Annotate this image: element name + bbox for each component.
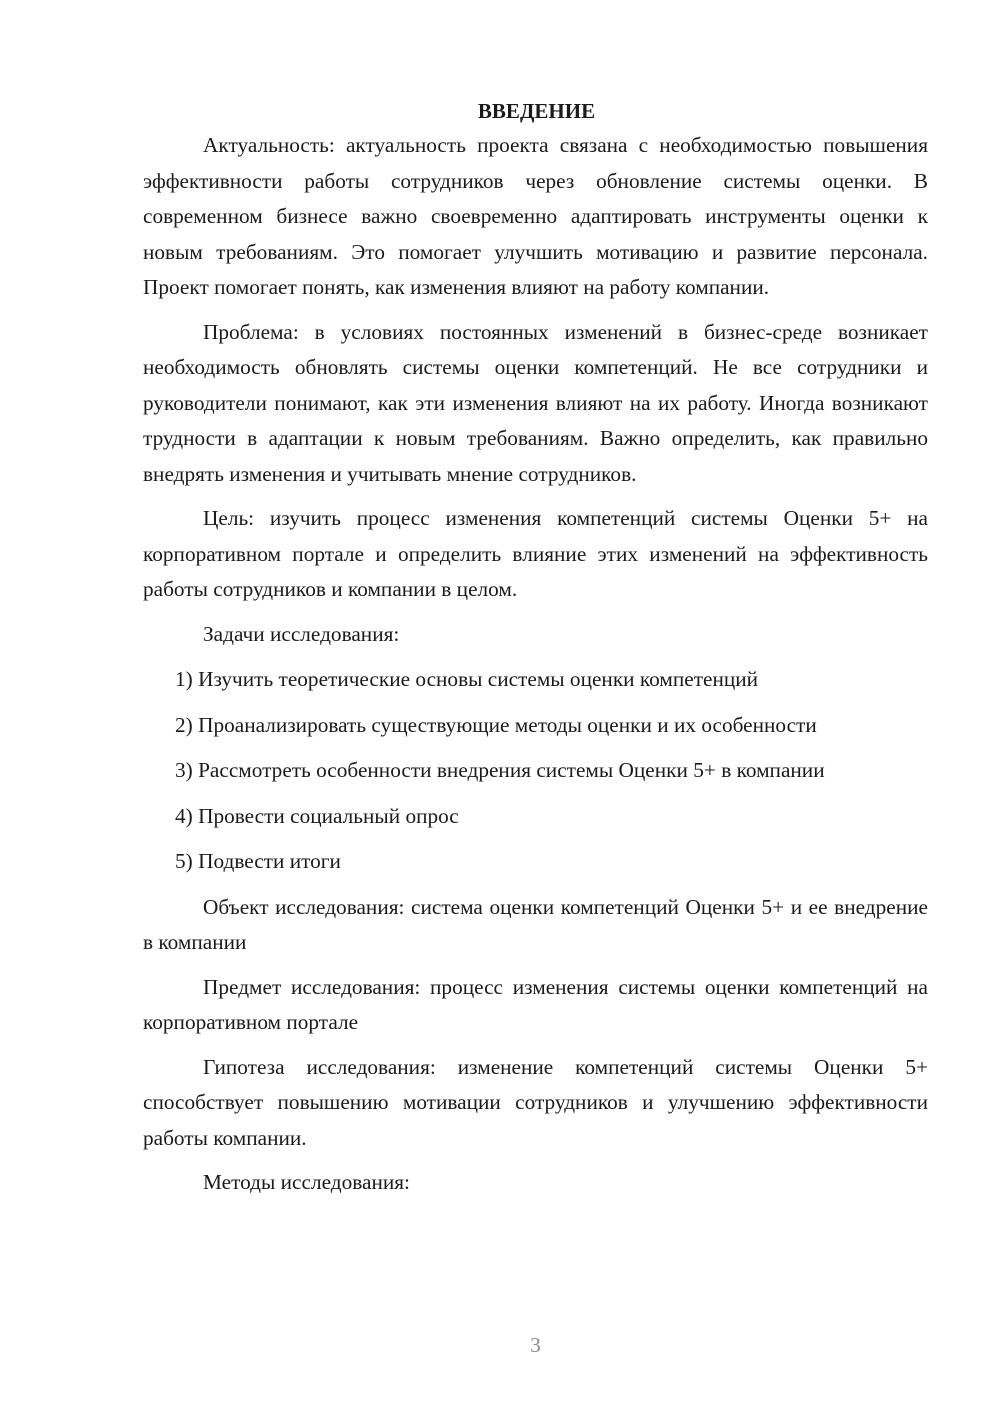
list-item: 5) Подвести итоги — [175, 849, 341, 873]
methods-label: Методы исследования: — [203, 1170, 410, 1194]
list-item: 3) Рассмотреть особенности внедрения системы Оценки 5+ в компании — [175, 758, 825, 782]
paragraph-relevance: Актуальность: актуальность проекта связана с необходимостью повышения эффективности работы сотрудников через обновление системы оценки. В современном бизнесе важно своевременно адаптировать инструменты оценки к новым требованиям. Это помогает улучшить мотивацию и развитие персонала. Проект помогает понять, как изменения влияют на работу компании. — [143, 133, 928, 299]
paragraph-object: Объект исследования: система оценки компетенций Оценки 5+ и ее внедрение в компании — [143, 894, 928, 954]
list-item: 2) Проанализировать существующие методы оценки и их особенности — [175, 712, 817, 737]
list-item: 1) Изучить теоретические основы системы оценки компетенций — [175, 667, 759, 691]
paragraph-subject: Предмет исследования: процесс изменения системы оценки компетенций на корпоративном портале — [143, 974, 928, 1034]
section-heading: ВВЕДЕНИЕ — [477, 99, 596, 123]
tasks-label: Задачи исследования: — [203, 621, 400, 646]
tasks-list — [143, 662, 928, 880]
paragraph-goal: Цель: изучить процесс изменения компетенций системы Оценки 5+ на корпоративном портале и определить влияние этих изменений на эффективность работы сотрудников и компании в целом. — [143, 506, 928, 601]
paragraph-hypothesis: Гипотеза исследования: изменение компетенций системы Оценки 5+ способствует повышению мотивации сотрудников и улучшению эффективности работы компании. — [143, 1054, 928, 1150]
document-page — [143, 93, 928, 1211]
list-item: 4) Провести социальный опрос — [175, 803, 459, 828]
page-number: 3 — [530, 1333, 541, 1357]
paragraph-problem: Проблема: в условиях постоянных изменений в бизнес-среде возникает необходимость обновлять системы оценки компетенций. Не все сотрудники и руководители понимают, как эти изменения влияют на их работу. Иногда возникают трудности в адаптации к новым требованиям. Важно определить, как правильно внедрять изменения и учитывать мнение сотрудников. — [143, 319, 928, 486]
